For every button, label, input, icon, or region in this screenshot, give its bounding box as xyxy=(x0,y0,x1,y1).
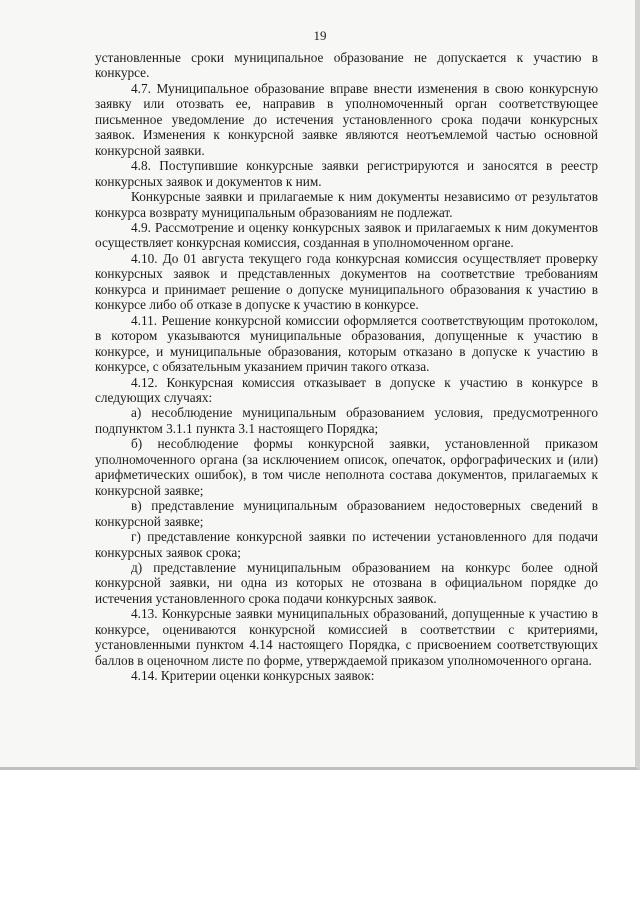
list-item: д) представление муниципальным образованием на конкурс более одной конкурсной заявки, ни одна из которых не отозвана в официальном порядке до истечения установленного срока подачи конкурсных заявок. xyxy=(95,559,598,606)
paragraph: 4.12. Конкурсная комиссия отказывает в допуске к участию в конкурсе в следующих случаях: xyxy=(95,374,598,405)
document-body xyxy=(95,50,598,684)
list-item: а) несоблюдение муниципальным образованием условия, предусмотренного подпунктом 3.1.1 пункта 3.1 настоящего Порядка; xyxy=(95,405,598,436)
paragraph: 4.13. Конкурсные заявки муниципальных образований, допущенные к участию в конкурсе, оцениваются конкурсной комиссией в соответствии с критериями, установленными пунктом 4.14 настоящего Порядка, с присвоением соответствующих баллов в оценочном листе по форме, утверждаемой приказом уполномоченного органа. xyxy=(95,606,598,668)
page-number: 19 xyxy=(313,28,327,43)
paragraph: 4.11. Решение конкурсной комиссии оформляется соответствующим протоколом, в котором указываются муниципальные образования, допущенные к участию в конкурсе, и муниципальные образования, которым отказано в допуске к участию в конкурсе, с обязательным указанием причин такого отказа. xyxy=(95,312,598,375)
paragraph: 4.10. До 01 августа текущего года конкурсная комиссия осуществляет проверку конкурсных заявок и представленных документов на соответствие требованиям конкурса и принимает решение о допуске муниципального образования к участию в конкурсе либо об отказе в допуске к участию в конкурсе. xyxy=(95,250,598,313)
paragraph: 4.8. Поступившие конкурсные заявки регистрируются и заносятся в реестр конкурсных заявок и документов к ним. xyxy=(95,158,598,189)
paragraph: 4.7. Муниципальное образование вправе внести изменения в свою конкурсную заявку или отозвать ее, направив в уполномоченный орган соответствующее письменное уведомление до истечения установленного срока подачи конкурсных заявок. Изменения к конкурсной заявке являются неотъемлемой частью основной конкурсной заявки. xyxy=(95,80,598,158)
paragraph: 4.14. Критерии оценки конкурсных заявок: xyxy=(131,668,375,684)
paragraph: Конкурсные заявки и прилагаемые к ним документы независимо от результатов конкурса возврату муниципальным образованиям не подлежат. xyxy=(95,189,598,220)
paragraph: установленные сроки муниципальное образование не допускается к участию в конкурсе. xyxy=(95,50,598,81)
list-item: г) представление конкурсной заявки по истечении установленного для подачи конкурсных заявок срока; xyxy=(95,529,598,560)
list-item: в) представление муниципальным образованием недостоверных сведений в конкурсной заявке; xyxy=(95,498,598,529)
paragraph: 4.9. Рассмотрение и оценку конкурсных заявок и прилагаемых к ним документов осуществляет конкурсная комиссия, созданная в уполномоченном органе. xyxy=(95,219,598,251)
list-item: б) несоблюдение формы конкурсной заявки, установленной приказом уполномоченного органа (за исключением описок, опечаток, орфографических и (или) арифметических ошибок), в том числе неполнота состава документов, прилагаемых к конкурсной заявке; xyxy=(95,436,598,498)
